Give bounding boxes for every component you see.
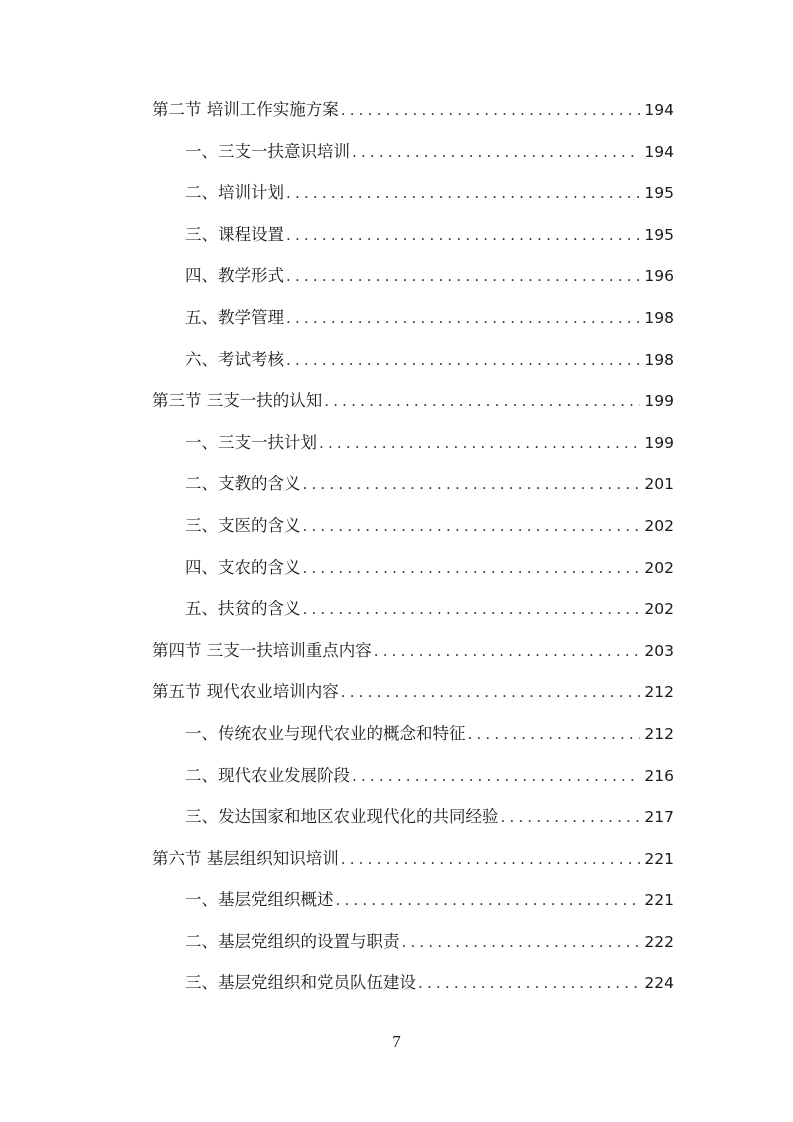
toc-entry-page: 202 xyxy=(644,516,674,535)
toc-entry-title: 五、教学管理 xyxy=(185,307,284,327)
toc-leader-dots xyxy=(341,850,641,868)
toc-entry[interactable] xyxy=(152,429,674,471)
toc-entry[interactable] xyxy=(152,554,674,596)
toc-leader-dots xyxy=(374,642,641,660)
toc-entry[interactable] xyxy=(152,886,674,928)
toc-entry-title: 第二节 培训工作实施方案 xyxy=(152,100,339,119)
toc-entry-title: 三、基层党组织和党员队伍建设 xyxy=(185,973,416,993)
toc-entry-title: 四、教学形式 xyxy=(185,266,284,286)
toc-entry-title: 六、考试考核 xyxy=(185,349,284,369)
toc-entry[interactable] xyxy=(152,138,674,180)
toc-entry[interactable] xyxy=(152,803,674,845)
toc-entry[interactable] xyxy=(152,221,674,263)
toc-entry-page: 199 xyxy=(644,433,674,452)
toc-entry-page: 198 xyxy=(644,350,674,369)
toc-entry[interactable] xyxy=(152,96,674,138)
toc-leader-dots xyxy=(303,517,641,535)
toc-leader-dots xyxy=(341,683,641,701)
toc-leader-dots xyxy=(303,559,641,577)
toc-entry[interactable] xyxy=(152,512,674,554)
toc-entry-title: 一、传统农业与现代农业的概念和特征 xyxy=(185,723,466,743)
toc-entry-page: 195 xyxy=(644,225,674,244)
toc-entry-page: 201 xyxy=(644,475,674,494)
toc-entry-page: 221 xyxy=(644,849,674,868)
toc-leader-dots xyxy=(319,434,640,452)
toc-entry-page: 194 xyxy=(644,142,674,161)
toc-entry-title: 第四节 三支一扶培训重点内容 xyxy=(152,640,372,660)
toc-entry-title: 五、扶贫的含义 xyxy=(185,599,301,619)
toc-leader-dots xyxy=(402,933,641,951)
page-number: 7 xyxy=(392,1032,401,1051)
toc-leader-dots xyxy=(341,101,641,119)
toc-leader-dots xyxy=(303,475,641,493)
toc-entry-title: 三、支医的含义 xyxy=(185,515,301,535)
toc-entry-title: 四、支农的含义 xyxy=(185,557,301,577)
toc-entry[interactable] xyxy=(152,969,674,1011)
toc-leader-dots xyxy=(286,267,640,285)
toc-entry[interactable] xyxy=(152,387,674,429)
toc-entry-page: 221 xyxy=(644,891,674,910)
toc-entry-page: 212 xyxy=(644,724,674,743)
toc-entry-page: 199 xyxy=(644,392,674,411)
toc-entry[interactable] xyxy=(152,845,674,887)
toc-leader-dots xyxy=(352,767,640,785)
toc-leader-dots xyxy=(286,309,640,327)
toc-entry-title: 三、发达国家和地区农业现代化的共同经验 xyxy=(185,807,499,827)
toc-leader-dots xyxy=(468,725,641,743)
toc-entry-page: 195 xyxy=(644,184,674,203)
toc-entry-title: 第三节 三支一扶的认知 xyxy=(152,391,323,411)
toc-entry-page: 194 xyxy=(644,101,674,119)
toc-leader-dots xyxy=(418,974,640,992)
toc-entry-page: 202 xyxy=(644,600,674,619)
toc-entry[interactable] xyxy=(152,720,674,762)
toc-entry[interactable] xyxy=(152,595,674,637)
toc-entry[interactable] xyxy=(152,928,674,970)
toc-entry-page: 212 xyxy=(644,683,674,702)
toc-leader-dots xyxy=(286,351,640,369)
toc-entry-title: 二、支教的含义 xyxy=(185,474,301,494)
toc-entry-title: 二、现代农业发展阶段 xyxy=(185,765,350,785)
toc-entry-page: 198 xyxy=(644,308,674,327)
toc-entry-title: 二、基层党组织的设置与职责 xyxy=(185,931,400,951)
toc-entry[interactable] xyxy=(152,179,674,221)
toc-leader-dots xyxy=(352,143,640,161)
toc-leader-dots xyxy=(501,808,641,826)
toc-leader-dots xyxy=(286,226,640,244)
toc-entry-title: 一、三支一扶计划 xyxy=(185,432,317,452)
toc-entry-title: 二、培训计划 xyxy=(185,183,284,203)
toc-entry-page: 196 xyxy=(644,267,674,286)
toc-entry[interactable] xyxy=(152,304,674,346)
toc-entry-page: 202 xyxy=(644,558,674,577)
toc-entry-title: 三、课程设置 xyxy=(185,224,284,244)
toc-entry[interactable] xyxy=(152,637,674,679)
toc-entry-title: 一、基层党组织概述 xyxy=(185,890,334,910)
toc-leader-dots xyxy=(336,891,641,909)
toc-entry-page: 216 xyxy=(644,766,674,785)
toc-leader-dots xyxy=(324,392,640,410)
toc-entry-title: 第六节 基层组织知识培训 xyxy=(152,848,339,868)
toc-entry[interactable] xyxy=(152,346,674,388)
toc-entry-page: 203 xyxy=(644,641,674,660)
toc-entry-page: 224 xyxy=(644,974,674,993)
toc-leader-dots xyxy=(286,184,640,202)
toc-entry-title: 第五节 现代农业培训内容 xyxy=(152,682,339,702)
toc-entry[interactable] xyxy=(152,470,674,512)
table-of-contents xyxy=(152,96,674,1011)
toc-entry[interactable] xyxy=(152,262,674,304)
toc-entry-title: 一、三支一扶意识培训 xyxy=(185,141,350,161)
toc-leader-dots xyxy=(303,600,641,618)
toc-entry-page: 222 xyxy=(644,932,674,951)
toc-entry[interactable] xyxy=(152,678,674,720)
toc-entry-page: 217 xyxy=(644,808,674,827)
toc-entry[interactable] xyxy=(152,762,674,804)
